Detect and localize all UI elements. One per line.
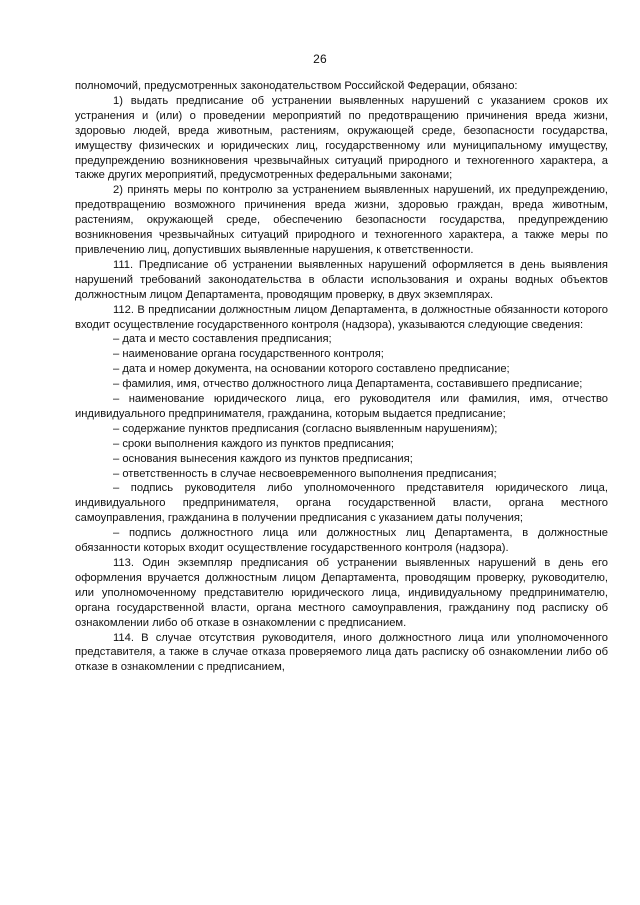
paragraph: 2) принять меры по контролю за устранением выявленных нарушений, их предупреждению, предотвращению возможного причинения вреда жизни, здоровью граждан, вреда животным, растениям, окружающей среде, обеспечению безопасности государства, предупреждению возникновения чрезвычайных ситуаций природного и техногенного характера, а также меры по привлечению лиц, допустивших выявленные нарушения, к ответственности. [75,184,608,256]
list-item: – дата и место составления предписания; [113,333,332,346]
list-item: – ответственность в случае несвоевременного выполнения предписания; [113,467,497,480]
list-item: – сроки выполнения каждого из пунктов предписания; [113,437,395,450]
page-number: 26 [313,52,327,66]
list-item: – фамилия, имя, отчество должностного лица Департамента, составившего предписание; [113,378,583,391]
document-body [75,79,608,675]
list-item: – наименование юридического лица, его руководителя или фамилия, имя, отчество индивидуального предпринимателя, гражданина, которым выдается предписание; [75,393,608,420]
paragraph: 1) выдать предписание об устранении выявленных нарушений с указанием сроков их устранения и (или) о проведении мероприятий по предотвращению причинения вреда жизни, здоровью людей, вреда животным, растениям, окружающей среде, безопасности государства, имуществу физических и юридических лиц, государственному или муниципальному имуществу, предупреждению возникновения чрезвычайных ситуаций природного и техногенного характера, а также других мероприятий, предусмотренных федеральными законами; [75,94,608,182]
paragraph: 112. В предписании должностным лицом Департамента, в должностные обязанности которого входит осуществление государственного контроля (надзора), указываются следующие сведения: [75,303,608,331]
paragraph: 114. В случае отсутствия руководителя, иного должностного лица или уполномоченного представителя, а также в случае отказа проверяемого лица дать расписку об ознакомлении либо об отказе в ознакомлении с предписанием, [75,631,608,674]
list-item: – подпись должностного лица или должностных лиц Департамента, в должностные обязанности которых входит осуществление государственного контроля (надзора). [75,527,608,555]
paragraph: полномочий, предусмотренных законодательством Российской Федерации, обязано: [75,80,518,92]
list-item: – подпись руководителя либо уполномоченного представителя юридического лица, индивидуального предпринимателя, органа государственной власти, органа местного самоуправления, гражданина в получении предписания с указанием даты получения; [75,482,608,525]
paragraph: 113. Один экземпляр предписания об устранении выявленных нарушений в день его оформления вручается должностным лицом Департамента, проводящим проверку, руководителю, или уполномоченному представителю юридического лица, индивидуальному предпринимателю, органа государственной власти, органа местного самоуправления, гражданину под расписку об ознакомлении либо об отказе в ознакомлении с предписанием. [75,557,608,629]
paragraph: 111. Предписание об устранении выявленных нарушений оформляется в день выявления нарушений требований законодательства в области использования и охраны водных объектов должностным лицом Департамента, проводящим проверку, в двух экземплярах. [75,258,608,301]
list-item: – дата и номер документа, на основании которого составлено предписание; [113,363,510,376]
list-item: – содержание пунктов предписания (согласно выявленным нарушениям); [113,422,498,435]
list-item: – основания вынесения каждого из пунктов предписания; [113,452,413,465]
list-item: – наименование органа государственного контроля; [113,348,384,361]
